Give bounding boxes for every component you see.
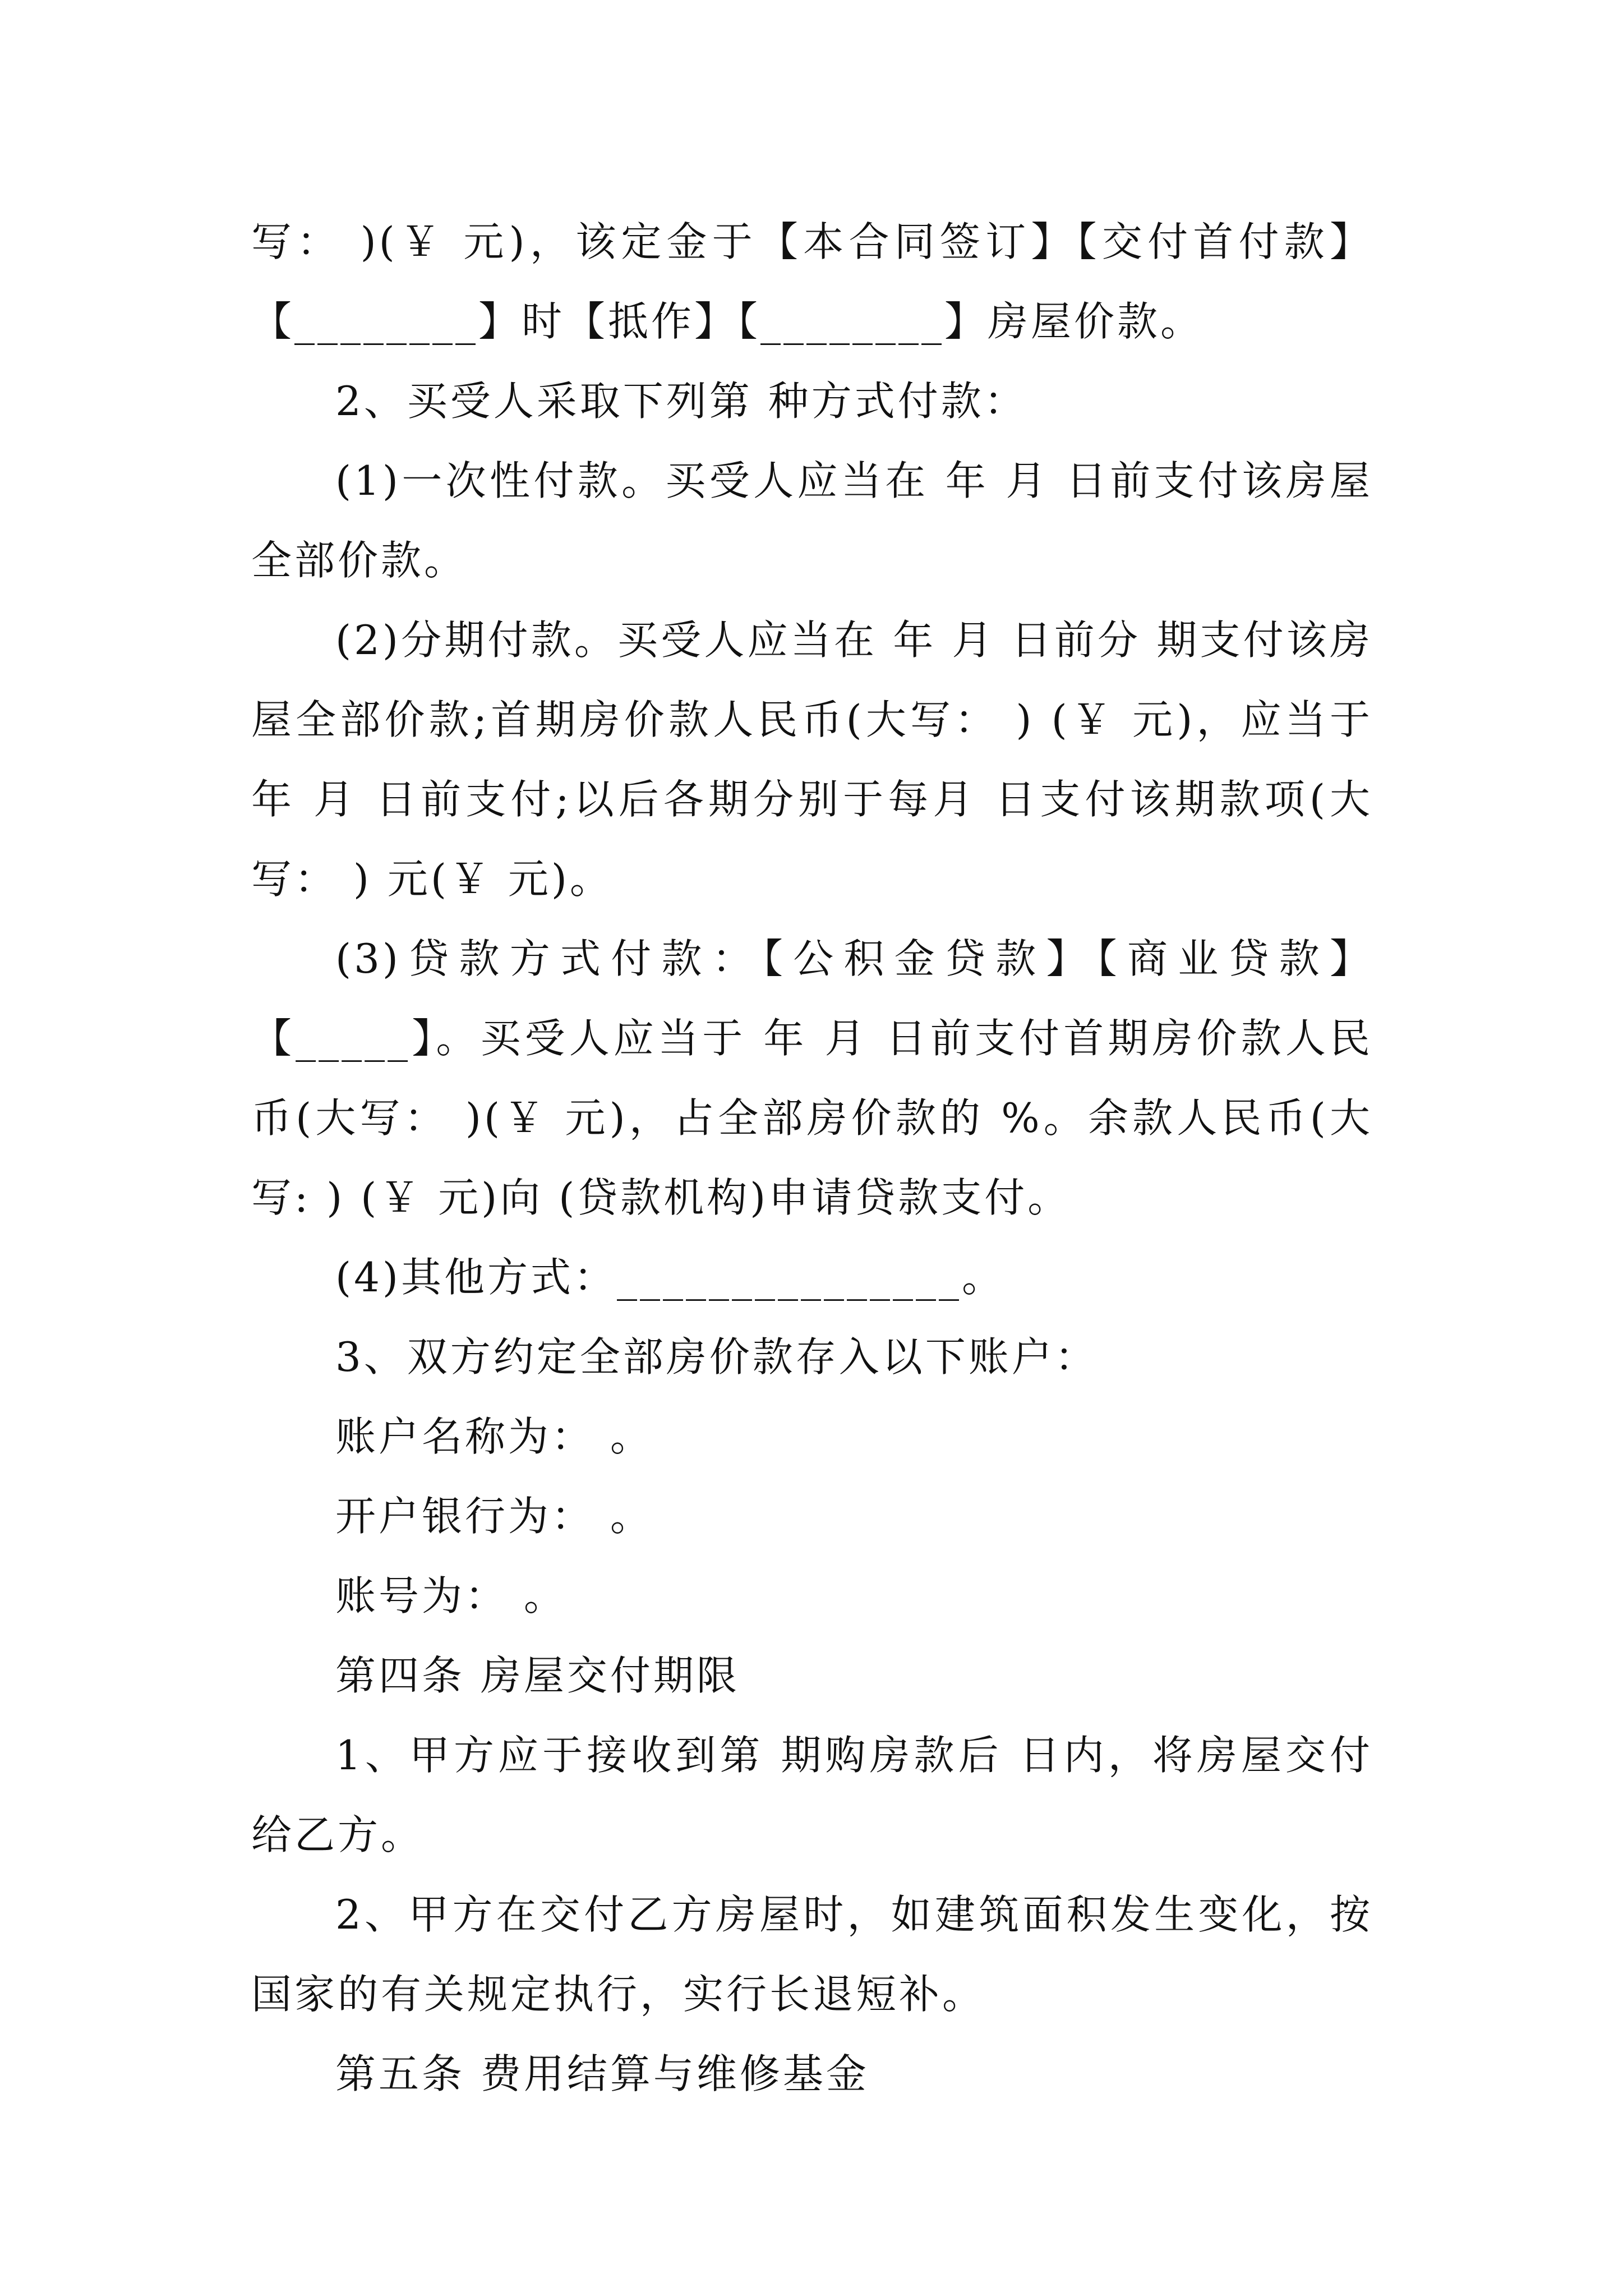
paragraph-area-change: 2、甲方在交付乙方房屋时，如建筑面积发生变化，按国家的有关规定执行，实行长退短补。 [251,1891,1373,2018]
paragraph-account-number: 账号为： 。 [335,1572,567,1619]
article-5-heading: 第五条 费用结算与维修基金 [335,2050,869,2097]
article-4-heading: 第四条 房屋交付期限 [335,1652,740,1699]
contract-text-body [251,202,1373,2114]
paragraph-payment-method-intro: 2、买受人采取下列第 种方式付款： [335,378,1027,425]
paragraph-other-payment: (4)其他方式：_______________。 [335,1254,1005,1301]
paragraph-bank-name: 开户银行为： 。 [335,1493,653,1540]
paragraph-account-intro: 3、双方约定全部房价款存入以下账户： [335,1333,1098,1381]
paragraph-lump-sum-payment: (1)一次性付款。买受人应当在 年 月 日前支付该房屋全部价款。 [251,457,1373,584]
paragraph-deposit-continued: 写： )(￥ 元)，该定金于【本合同签订】【交付首付款】【________】时【抵作】【________】房屋价款。 [251,218,1373,345]
paragraph-installment-payment: (2)分期付款。买受人应当在 年 月 日前分 期支付该房屋全部价款;首期房价款人民币(大写： ) (￥ 元)，应当于 年 月 日前支付;以后各期分别于每月 日支付该期款项(大写： ) 元(￥ 元)。 [251,616,1373,903]
paragraph-account-name: 账户名称为： 。 [335,1413,653,1460]
paragraph-loan-payment: (3)贷款方式付款：【公积金贷款】【商业贷款】【_____】。买受人应当于 年 月 日前支付首期房价款人民币(大写： )(￥ 元)，占全部房价款的 %。余款人民币(大写: ) (￥ 元)向 (贷款机构)申请贷款支付。 [251,935,1373,1221]
paragraph-delivery-deadline: 1、甲方应于接收到第 期购房款后 日内，将房屋交付给乙方。 [251,1732,1373,1858]
